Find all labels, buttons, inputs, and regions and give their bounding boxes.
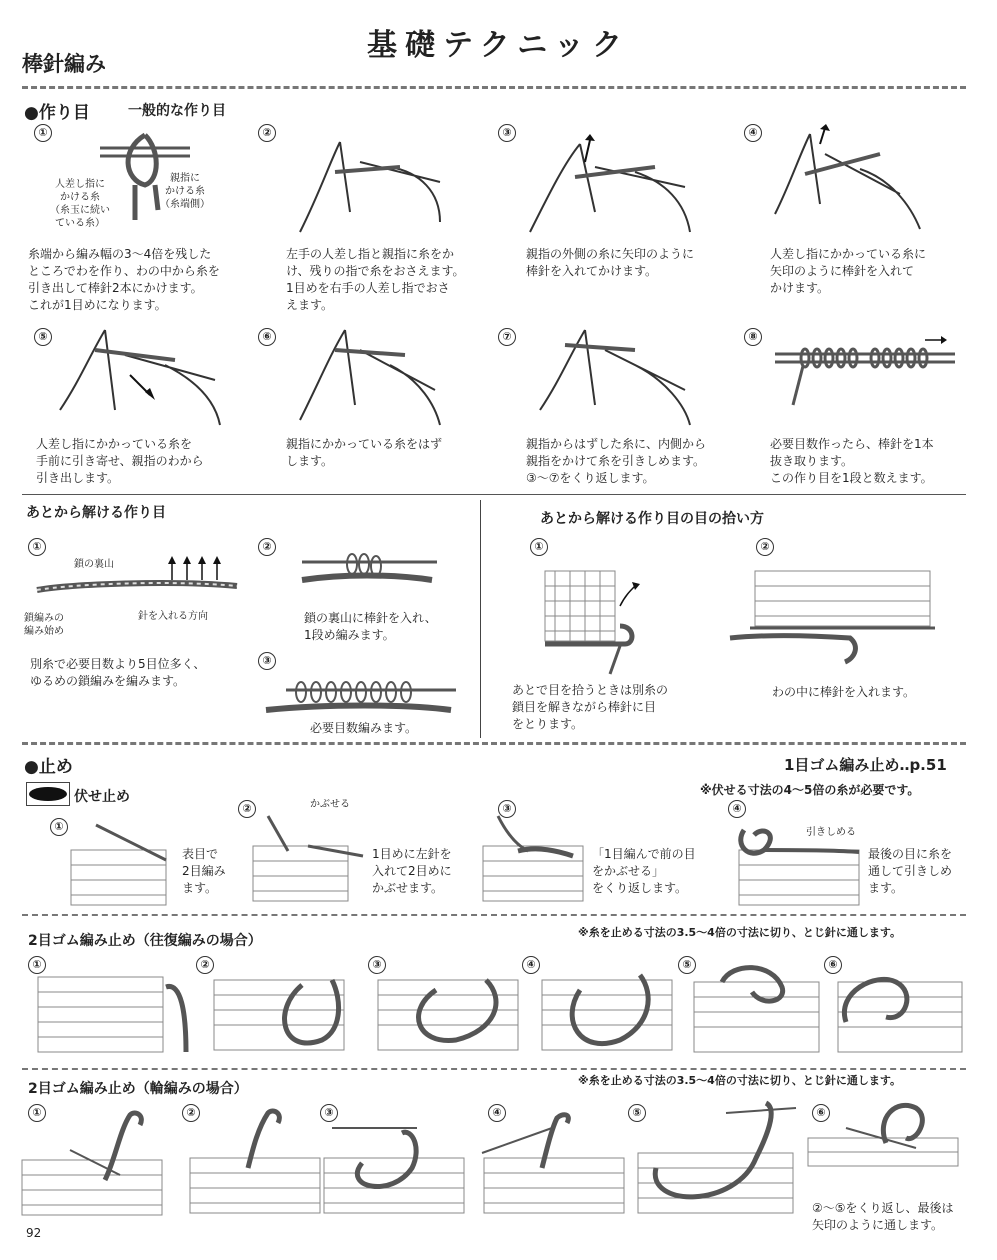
divider — [22, 86, 966, 89]
provisional-row1-illustration — [302, 540, 442, 590]
step-number: ① — [28, 1104, 46, 1122]
step-number: ④ — [488, 1104, 506, 1122]
rib-fabric-illustration — [36, 972, 196, 1062]
step-number: ③ — [258, 652, 276, 670]
step-number: ⑥ — [258, 328, 276, 346]
bind-off-reference: 1目ゴム編み止め‥p.51 — [784, 756, 947, 774]
step-number: ② — [756, 538, 774, 556]
divider — [22, 742, 966, 745]
pickup-round-illustration — [730, 566, 940, 666]
final-step-caption: ②〜⑤をくり返し、最後は 矢印のように通します。 — [812, 1201, 954, 1232]
divider — [22, 914, 966, 916]
hands-illustration — [295, 320, 455, 430]
step-caption: 1目めに左針を 入れて2目めに かぶせます。 — [372, 847, 452, 895]
step-caption: 鎖の裏山に棒針を入れ、 1段め編みます。 — [304, 611, 437, 642]
rib-fabric-illustration — [376, 970, 536, 1060]
rib-round-illustration — [322, 1108, 472, 1218]
step-number: ① — [34, 124, 52, 142]
step-number: ⑤ — [628, 1104, 646, 1122]
step-caption: 糸端から編み幅の3〜4倍を残した ところでわを作り、わの中から糸を 引き出して棒針2本にかけます。 これが1目めになります。 — [28, 247, 220, 312]
step-number: ② — [238, 800, 256, 818]
bind-off-heading: ●止め — [24, 757, 73, 777]
step-number: ⑧ — [744, 328, 762, 346]
step-number: ③ — [498, 124, 516, 142]
step-caption: 「1目編んで前の目 をかぶせる」 をくり返します。 — [592, 847, 696, 895]
hands-illustration — [770, 124, 930, 234]
step-number: ① — [28, 956, 46, 974]
bind-off-note: ※伏せる寸法の4〜5倍の糸が必要です。 — [700, 783, 920, 797]
step-caption: わの中に棒針を入れます。 — [772, 685, 916, 699]
step-number: ③ — [498, 800, 516, 818]
step-number: ② — [258, 124, 276, 142]
rib-round-illustration — [20, 1110, 170, 1220]
step-number: ③ — [368, 956, 386, 974]
step-number: ① — [530, 538, 548, 556]
bind-off-subheading: 伏せ止め — [74, 789, 130, 805]
page-title: 基礎テクニック — [367, 28, 630, 63]
cast-on-finished-illustration — [775, 330, 955, 410]
rib-fabric-illustration — [540, 970, 685, 1060]
provisional-row-illustration — [266, 672, 462, 722]
label-index-thread: 人差し指に かける糸 （糸玉に続い ている糸） — [50, 179, 110, 229]
bind-off-symbol-box — [26, 782, 70, 806]
step-number: ⑦ — [498, 328, 516, 346]
section-category: 棒針編み — [22, 51, 106, 76]
step-caption: 必要目数作ったら、棒針を1本 抜き取ります。 この作り目を1段と数えます。 — [770, 437, 934, 485]
rib-round-illustration — [188, 1108, 328, 1218]
step-number: ④ — [522, 956, 540, 974]
label-hikishimeru: 引きしめる — [806, 827, 856, 838]
step-number: ⑤ — [678, 956, 696, 974]
hands-illustration — [55, 320, 225, 430]
label-insert-direction: 針を入れる方向 — [138, 611, 208, 622]
step-number: ② — [258, 538, 276, 556]
step-number: ⑥ — [812, 1104, 830, 1122]
step-caption: 左手の人差し指と親指に糸をか け、残りの指で糸をおさえます。 1目めを右手の人差し指でおさ えます。 — [286, 247, 465, 312]
rib-flat-heading: 2目ゴム編み止め（往復編みの場合） — [28, 933, 262, 949]
knit-fabric-illustration — [248, 816, 368, 906]
step-caption: 親指にかかっている糸をはず します。 — [286, 437, 443, 468]
divider — [22, 1068, 966, 1070]
step-caption: 必要目数編みます。 — [310, 721, 418, 735]
step-caption: 人差し指にかかっている糸を 手前に引き寄せ、親指のわから 引き出します。 — [36, 437, 204, 485]
step-caption: 別糸で必要目数より5目位多く、 ゆるめの鎖編みを編みます。 — [30, 657, 206, 688]
step-number: ① — [28, 538, 46, 556]
hands-illustration — [290, 132, 450, 242]
step-caption: あとで目を拾うときは別糸の 鎖目を解きながら棒針に目 をとります。 — [512, 683, 669, 731]
divider — [22, 494, 966, 495]
hands-illustration — [525, 132, 705, 242]
step-number: ② — [182, 1104, 200, 1122]
step-caption: 親指からはずした糸に、内側から 親指をかけて糸を引きしめます。 ③〜⑦をくり返します。 — [526, 437, 707, 485]
step-number: ④ — [728, 800, 746, 818]
rib-fabric-illustration — [836, 962, 966, 1062]
hands-illustration — [535, 320, 705, 430]
label-chain-start: 鎖編みの 編み始め — [24, 613, 64, 637]
step-number: ④ — [744, 124, 762, 142]
step-caption: 最後の目に糸を 通して引きしめ ます。 — [868, 847, 953, 895]
rib-round-illustration — [636, 1098, 801, 1218]
label-kabuseru: かぶせる — [310, 799, 350, 810]
knit-fabric-illustration — [734, 820, 864, 910]
step-number: ② — [196, 956, 214, 974]
pickup-heading: あとから解ける作り目の目の拾い方 — [540, 511, 764, 527]
provisional-heading: あとから解ける作り目 — [26, 505, 166, 521]
cast-on-subheading: 一般的な作り目 — [128, 103, 226, 119]
rib-round-heading: 2目ゴム編み止め（輪編みの場合） — [28, 1081, 248, 1097]
page-number: 92 — [26, 1226, 42, 1240]
rib-round-illustration — [482, 1108, 632, 1218]
divider — [480, 500, 481, 738]
step-caption: 表目で 2目編み ます。 — [182, 847, 226, 895]
bind-off-symbol — [29, 787, 67, 801]
label-thumb-thread: 親指に かける糸 （糸端側） — [160, 173, 210, 210]
pickup-illustration — [540, 566, 650, 676]
rib-fabric-illustration — [212, 970, 372, 1060]
step-caption: 人差し指にかかっている糸に 矢印のように棒針を入れて かけます。 — [770, 247, 927, 295]
step-number: ⑤ — [34, 328, 52, 346]
step-number: ⑥ — [824, 956, 842, 974]
step-caption: 親指の外側の糸に矢印のように 棒針を入れてかけます。 — [526, 247, 695, 278]
knit-fabric-illustration — [478, 816, 593, 906]
knit-fabric-illustration — [66, 820, 176, 910]
rib-round-note: ※糸を止める寸法の3.5〜4倍の寸法に切り、とじ針に通します。 — [578, 1074, 901, 1087]
rib-round-illustration — [806, 1098, 966, 1168]
step-number: ③ — [320, 1104, 338, 1122]
cast-on-heading: ●作り目 — [24, 103, 90, 123]
rib-fabric-illustration — [692, 962, 827, 1062]
label-back-bump: 鎖の裏山 — [74, 559, 114, 570]
step-number: ① — [50, 818, 68, 836]
rib-flat-note: ※糸を止める寸法の3.5〜4倍の寸法に切り、とじ針に通します。 — [578, 926, 901, 939]
